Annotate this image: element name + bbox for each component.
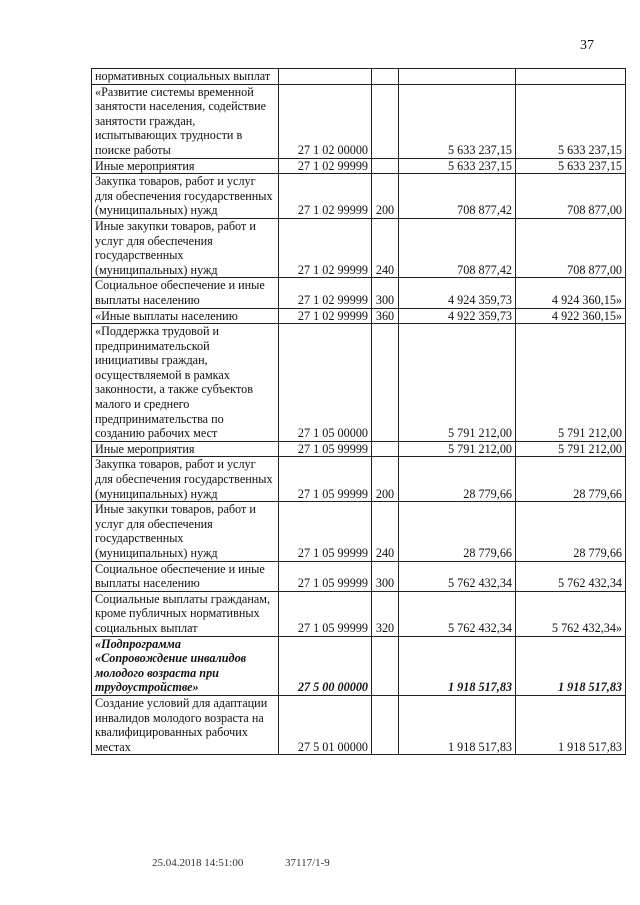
row-expense-type-cell — [372, 84, 399, 158]
table-row — [92, 561, 626, 591]
row-amount-2019-cell: 1 918 517,83 — [516, 695, 626, 754]
row-amount-2019-cell: 708 877,00 — [516, 174, 626, 219]
row-code-cell: 27 5 00 00000 — [279, 636, 372, 695]
row-code-cell: 27 1 05 99999 — [279, 457, 372, 502]
row-name-cell: «Подпрограмма «Сопровождение инвалидов молодого возраста при трудоустройстве» — [92, 636, 279, 695]
row-name-cell: Социальные выплаты гражданам, кроме публичных нормативных социальных выплат — [92, 591, 279, 636]
row-expense-type-cell: 300 — [372, 561, 399, 591]
row-amount-2018-cell: 1 918 517,83 — [399, 695, 516, 754]
row-code-cell: 27 1 05 00000 — [279, 324, 372, 442]
row-amount-2019-cell: 5 791 212,00 — [516, 441, 626, 457]
row-amount-2018-cell: 28 779,66 — [399, 457, 516, 502]
row-amount-2018-cell: 28 779,66 — [399, 502, 516, 561]
row-amount-2019-cell — [516, 69, 626, 85]
row-amount-2019-cell: 4 922 360,15» — [516, 308, 626, 324]
row-code-cell: 27 1 05 99999 — [279, 561, 372, 591]
row-expense-type-cell — [372, 69, 399, 85]
row-amount-2019-cell: 5 633 237,15 — [516, 84, 626, 158]
row-expense-type-cell — [372, 441, 399, 457]
row-amount-2018-cell: 5 791 212,00 — [399, 441, 516, 457]
table-row — [92, 174, 626, 219]
row-expense-type-cell — [372, 636, 399, 695]
row-amount-2018-cell: 708 877,42 — [399, 218, 516, 277]
row-code-cell: 27 1 02 99999 — [279, 174, 372, 219]
row-name-cell: Создание условий для адаптации инвалидов молодого возраста на квалифицированных рабочих местах — [92, 695, 279, 754]
row-expense-type-cell: 240 — [372, 218, 399, 277]
row-code-cell: 27 1 05 99999 — [279, 441, 372, 457]
row-code-cell: 27 1 02 99999 — [279, 218, 372, 277]
row-name-cell: Закупка товаров, работ и услуг для обеспечения государственных (муниципальных) нужд — [92, 174, 279, 219]
budget-table-body — [92, 69, 626, 755]
row-amount-2019-cell: 708 877,00 — [516, 218, 626, 277]
row-expense-type-cell: 360 — [372, 308, 399, 324]
row-amount-2018-cell: 5 633 237,15 — [399, 158, 516, 174]
row-amount-2018-cell: 5 762 432,34 — [399, 561, 516, 591]
row-amount-2019-cell: 1 918 517,83 — [516, 636, 626, 695]
row-amount-2018-cell — [399, 69, 516, 85]
row-name-cell: Иные мероприятия — [92, 158, 279, 174]
footer-date: 25.04.2018 14:51:00 — [152, 857, 244, 869]
row-amount-2018-cell: 708 877,42 — [399, 174, 516, 219]
row-amount-2018-cell: 4 922 359,73 — [399, 308, 516, 324]
budget-table — [91, 68, 626, 755]
row-name-cell: Иные закупки товаров, работ и услуг для обеспечения государственных (муниципальных) нужд — [92, 502, 279, 561]
row-name-cell: Закупка товаров, работ и услуг для обеспечения государственных (муниципальных) нужд — [92, 457, 279, 502]
table-row — [92, 158, 626, 174]
row-amount-2018-cell: 1 918 517,83 — [399, 636, 516, 695]
table-row — [92, 308, 626, 324]
row-expense-type-cell: 320 — [372, 591, 399, 636]
table-row — [92, 218, 626, 277]
row-code-cell: 27 1 02 99999 — [279, 308, 372, 324]
row-code-cell: 27 1 05 99999 — [279, 591, 372, 636]
row-amount-2018-cell: 5 762 432,34 — [399, 591, 516, 636]
table-row — [92, 84, 626, 158]
row-name-cell: Социальное обеспечение и иные выплаты населению — [92, 278, 279, 308]
row-code-cell: 27 1 05 99999 — [279, 502, 372, 561]
row-amount-2019-cell: 28 779,66 — [516, 502, 626, 561]
row-code-cell: 27 5 01 00000 — [279, 695, 372, 754]
table-row — [92, 502, 626, 561]
row-name-cell: Социальное обеспечение и иные выплаты населению — [92, 561, 279, 591]
row-expense-type-cell: 240 — [372, 502, 399, 561]
row-amount-2019-cell: 5 762 432,34» — [516, 591, 626, 636]
table-row — [92, 278, 626, 308]
footer-document-code: 37117/1-9 — [285, 857, 330, 869]
table-row — [92, 457, 626, 502]
table-row — [92, 695, 626, 754]
page-number: 37 — [580, 38, 594, 53]
row-amount-2019-cell: 5 633 237,15 — [516, 158, 626, 174]
table-row — [92, 636, 626, 695]
row-name-cell: «Поддержка трудовой и предпринимательской инициативы граждан, осуществляемой в рамках законности, а также субъектов малого и среднего предпринимательства по созданию рабочих мест — [92, 324, 279, 442]
row-amount-2019-cell: 5 762 432,34 — [516, 561, 626, 591]
row-amount-2018-cell: 5 791 212,00 — [399, 324, 516, 442]
table-row — [92, 69, 626, 85]
table-row — [92, 324, 626, 442]
row-expense-type-cell — [372, 324, 399, 442]
row-code-cell: 27 1 02 00000 — [279, 84, 372, 158]
row-code-cell: 27 1 02 99999 — [279, 278, 372, 308]
row-amount-2019-cell: 4 924 360,15» — [516, 278, 626, 308]
row-expense-type-cell: 200 — [372, 457, 399, 502]
row-name-cell: нормативных социальных выплат — [92, 69, 279, 85]
row-amount-2019-cell: 28 779,66 — [516, 457, 626, 502]
row-name-cell: «Развитие системы временной занятости населения, содействие занятости граждан, испытывающих трудности в поиске работы — [92, 84, 279, 158]
row-expense-type-cell: 300 — [372, 278, 399, 308]
row-amount-2018-cell: 4 924 359,73 — [399, 278, 516, 308]
row-code-cell — [279, 69, 372, 85]
row-amount-2019-cell: 5 791 212,00 — [516, 324, 626, 442]
row-name-cell: «Иные выплаты населению — [92, 308, 279, 324]
row-amount-2018-cell: 5 633 237,15 — [399, 84, 516, 158]
table-row — [92, 591, 626, 636]
row-name-cell: Иные закупки товаров, работ и услуг для обеспечения государственных (муниципальных) нужд — [92, 218, 279, 277]
row-expense-type-cell — [372, 695, 399, 754]
row-expense-type-cell — [372, 158, 399, 174]
row-expense-type-cell: 200 — [372, 174, 399, 219]
table-row — [92, 441, 626, 457]
row-name-cell: Иные мероприятия — [92, 441, 279, 457]
row-code-cell: 27 1 02 99999 — [279, 158, 372, 174]
